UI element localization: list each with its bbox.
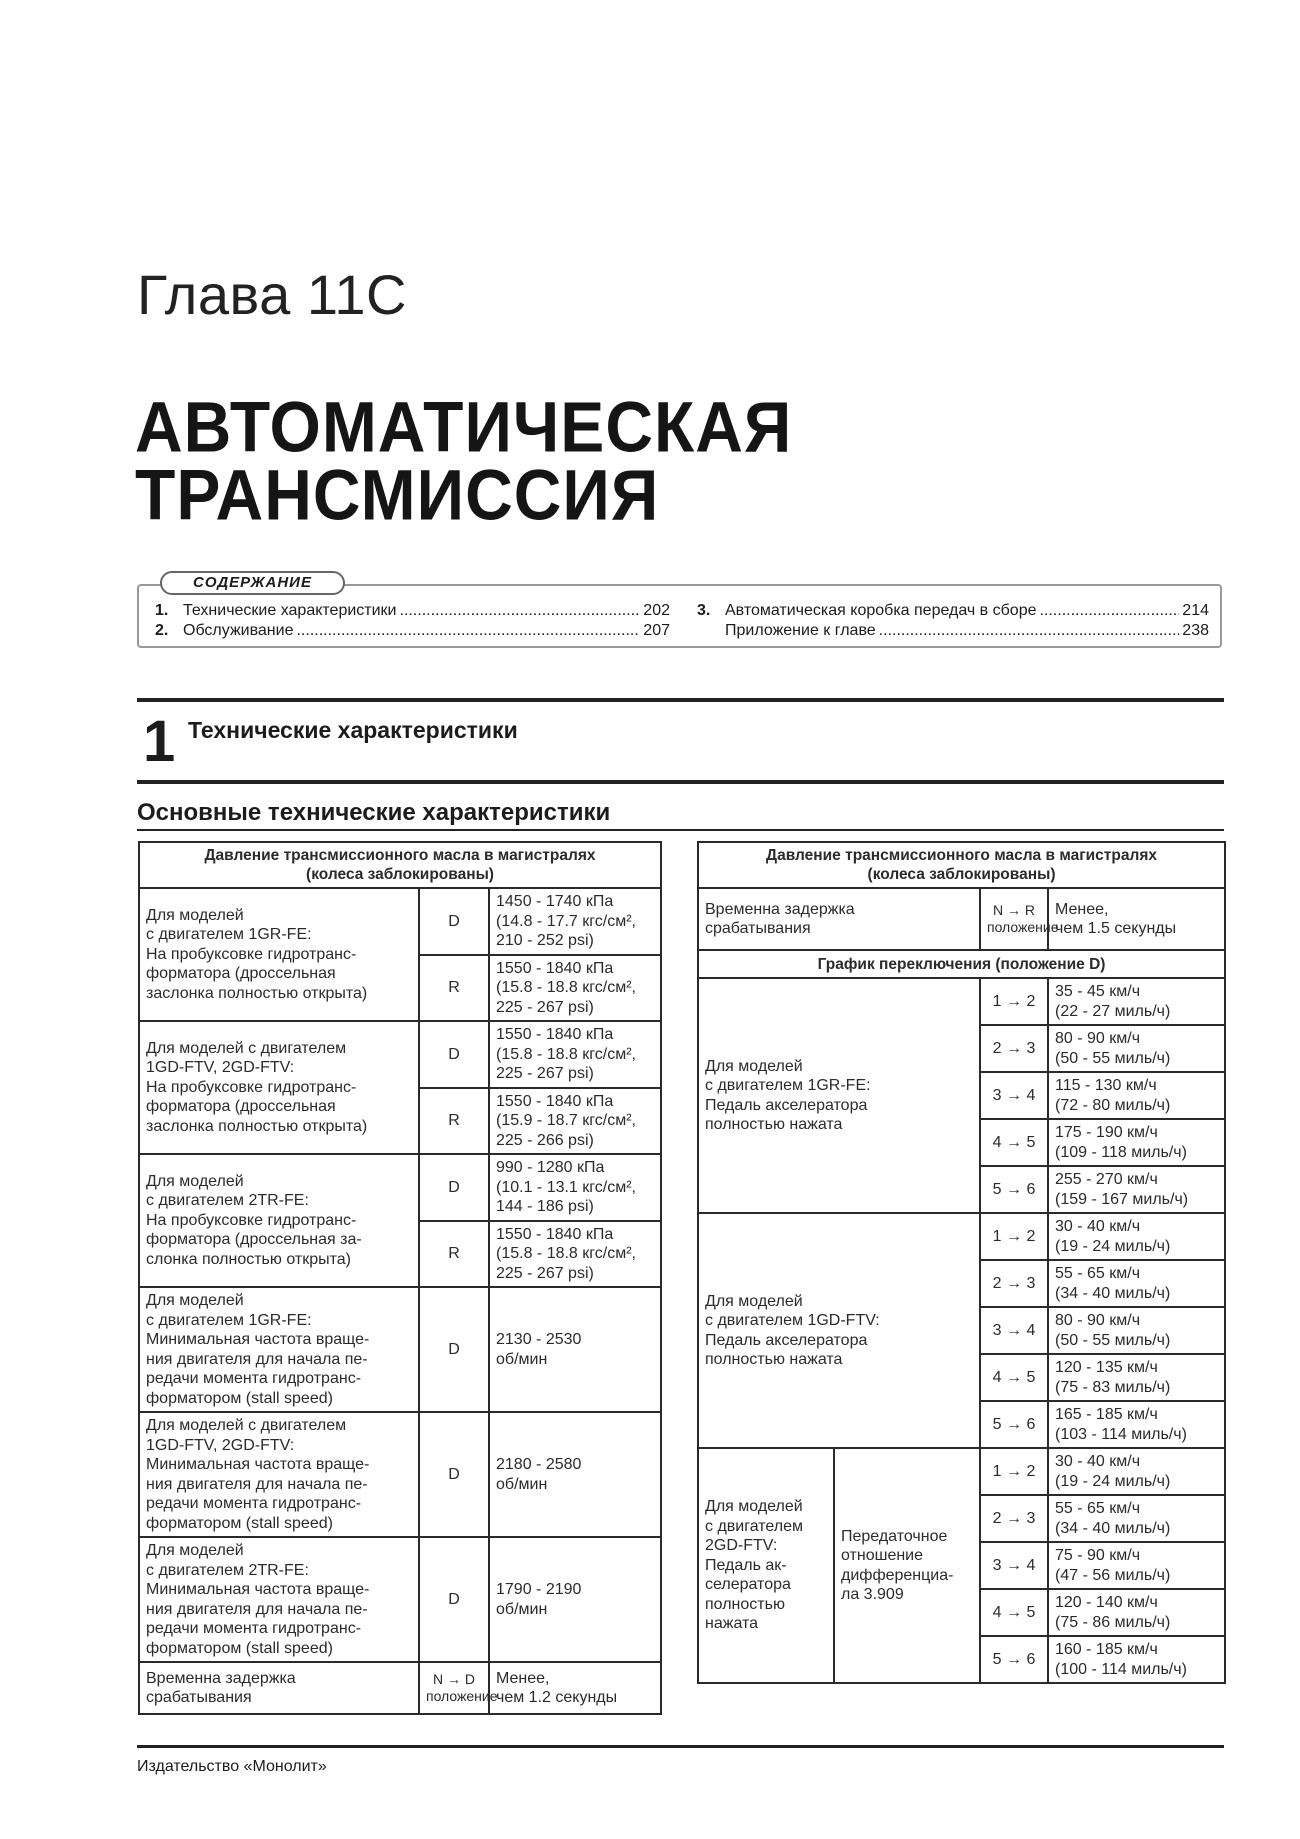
cell-line: Менее, <box>496 1669 550 1687</box>
toc-item-text: Обслуживание <box>183 622 294 639</box>
chapter-label: Глава 11C <box>137 263 407 326</box>
cell-line: (колеса заблокированы) <box>306 866 494 883</box>
cell-line: Педаль акселератора <box>705 1331 868 1349</box>
table-row <box>698 1448 1225 1495</box>
cell-line: Для моделей <box>705 1498 803 1516</box>
cell-line: 225 - 267 psi) <box>496 998 594 1016</box>
table-subheader-row <box>698 950 1225 978</box>
cell-line: 1550 - 1840 кПа <box>496 1026 614 1043</box>
value-cell <box>489 1221 661 1288</box>
cell-line: срабатывания <box>705 920 811 937</box>
position-cell: N → R положение <box>980 888 1048 950</box>
cell-line: форматора (дроссельная за- <box>146 1231 362 1249</box>
toc-item-page: 214 <box>1182 602 1209 619</box>
cell-line: форматора (дроссельная <box>146 965 336 983</box>
cell-line: ла 3.909 <box>841 1586 904 1603</box>
cell-line: ния двигателя для начала пе- <box>146 1350 368 1368</box>
shift-schedule-header: График переключения (положение D) <box>698 950 1225 978</box>
cell-line: Педаль ак- <box>705 1556 787 1574</box>
condition-cell <box>139 1287 419 1412</box>
cell-line: 1550 - 1840 кПа <box>496 1092 614 1110</box>
cell-line: с двигателем 1GD-FTV: <box>705 1312 880 1329</box>
speed-cell <box>1048 1589 1225 1636</box>
toc-item[interactable] <box>697 601 1209 621</box>
table-row <box>698 888 1225 950</box>
cell-line: Для моделей <box>705 1292 803 1310</box>
shift-cell: 1 → 2 <box>980 978 1048 1025</box>
speed-cell <box>1048 1072 1225 1119</box>
shift-cell: 5 → 6 <box>980 1166 1048 1213</box>
toc-leader-dots <box>1039 601 1179 621</box>
cell-line: Менее, <box>1055 900 1109 918</box>
cell-line: (50 - 55 миль/ч) <box>1055 1331 1171 1349</box>
cell-line: дифференциа- <box>841 1566 954 1584</box>
toc-leader-dots <box>296 621 640 641</box>
shift-cell: 3 → 4 <box>980 1307 1048 1354</box>
cell-line: чем 1.5 секунды <box>1055 920 1177 937</box>
position-cell: R <box>419 955 489 1022</box>
cell-line: (15.8 - 18.8 кгс/см², <box>496 1045 636 1063</box>
toc-item-text: Приложение к главе <box>725 622 876 639</box>
cell-line: Минимальная частота враще- <box>146 1456 370 1473</box>
cell-line: с двигателем <box>705 1517 803 1535</box>
cell-line: 35 - 45 км/ч <box>1055 983 1141 1000</box>
cell-line: ния двигателя для начала пе- <box>146 1475 368 1493</box>
value-cell <box>489 1088 661 1155</box>
toc-item[interactable] <box>155 601 670 621</box>
position-cell: D <box>419 1154 489 1221</box>
shift-cell: 1 → 2 <box>980 1213 1048 1260</box>
cell-line: 55 - 65 км/ч <box>1055 1500 1141 1517</box>
cell-line: 1550 - 1840 кПа <box>496 1225 614 1243</box>
position-cell: D <box>419 1287 489 1412</box>
table-row <box>139 1154 661 1221</box>
speed-cell <box>1048 1542 1225 1589</box>
table-row <box>139 1662 661 1714</box>
left-spec-table <box>138 841 662 1715</box>
cell-line: форматором (stall speed) <box>146 1514 333 1532</box>
value-cell <box>489 1287 661 1412</box>
condition-cell <box>139 1021 419 1154</box>
position-cell: D <box>419 888 489 955</box>
position-cell: R <box>419 1088 489 1155</box>
cell-line: (15.8 - 18.8 кгс/см², <box>496 1245 636 1262</box>
shift-cell: 2 → 3 <box>980 1025 1048 1072</box>
cell-line: (34 - 40 миль/ч) <box>1055 1284 1171 1302</box>
cell-line: редачи момента гидротранс- <box>146 1495 362 1512</box>
table-row <box>139 1412 661 1537</box>
shift-cell: 3 → 4 <box>980 1542 1048 1589</box>
cell-line: 2130 - 2530 <box>496 1331 582 1348</box>
cell-line: 225 - 266 psi) <box>496 1131 594 1149</box>
toc-item-number: 2. <box>155 622 169 639</box>
table-header-row <box>139 842 661 888</box>
speed-cell <box>1048 1213 1225 1260</box>
cell-line: (34 - 40 миль/ч) <box>1055 1519 1171 1537</box>
value-cell <box>489 955 661 1022</box>
cell-line: чем 1.2 секунды <box>496 1689 618 1706</box>
cell-line: Минимальная частота враще- <box>146 1581 370 1598</box>
cell-line: (15.9 - 18.7 кгс/см², <box>496 1112 636 1129</box>
cell-line: Давление трансмиссионного масла в магистралях <box>766 847 1157 864</box>
toc-item[interactable] <box>155 621 670 641</box>
right-spec-table <box>697 841 1226 1684</box>
condition-cell <box>139 888 419 1021</box>
cell-line: 80 - 90 км/ч <box>1055 1312 1141 1329</box>
speed-cell <box>1048 1354 1225 1401</box>
cell-line: 225 - 267 psi) <box>496 1264 594 1282</box>
cell-line: 55 - 65 км/ч <box>1055 1265 1141 1282</box>
cell-line: (159 - 167 миль/ч) <box>1055 1190 1189 1208</box>
toc-item-page: 238 <box>1182 622 1209 639</box>
shift-cell: 4 → 5 <box>980 1589 1048 1636</box>
cell-line: заслонка полностью открыта) <box>146 984 368 1002</box>
shift-cell: 1 → 2 <box>980 1448 1048 1495</box>
table-header-row <box>698 842 1225 888</box>
table-row <box>139 1021 661 1088</box>
cell-line: (22 - 27 миль/ч) <box>1055 1002 1171 1020</box>
cell-line: форматором (stall speed) <box>146 1389 333 1407</box>
table-row <box>139 888 661 955</box>
table-row <box>139 1287 661 1412</box>
cell-line: Для моделей <box>146 1172 244 1190</box>
condition-cell <box>698 978 980 1213</box>
cell-line: (19 - 24 миль/ч) <box>1055 1237 1171 1255</box>
shift-cell: 3 → 4 <box>980 1072 1048 1119</box>
cell-line: 120 - 135 км/ч <box>1055 1359 1158 1376</box>
speed-cell <box>1048 1119 1225 1166</box>
cell-line: форматором (stall speed) <box>146 1639 333 1657</box>
cell-line: 210 - 252 psi) <box>496 932 594 949</box>
subsection-title: Основные технические характеристики <box>137 799 611 826</box>
chapter-title-line: ТРАНСМИССИЯ <box>135 454 660 535</box>
cell-line: с двигателем 1GR-FE: <box>146 1311 312 1329</box>
chapter-title <box>135 386 793 535</box>
value-cell <box>489 1662 661 1714</box>
cell-line: 1GD-FTV, 2GD-FTV: <box>146 1059 295 1077</box>
speed-cell <box>1048 1495 1225 1542</box>
speed-cell <box>1048 1025 1225 1072</box>
cell-line: 165 - 185 км/ч <box>1055 1406 1158 1423</box>
cell-line: Давление трансмиссионного масла в магистралях <box>204 847 596 864</box>
cell-line: полностью <box>705 1595 785 1613</box>
condition-cell <box>139 1154 419 1287</box>
speed-cell <box>1048 1307 1225 1354</box>
cell-line: Минимальная частота враще- <box>146 1331 370 1348</box>
cell-line: Для моделей с двигателем <box>146 1039 347 1057</box>
cell-line: Для моделей с двигателем <box>146 1417 347 1434</box>
position-cell: D <box>419 1412 489 1537</box>
cell-line: Временна задержка <box>146 1669 296 1687</box>
cell-line: На пробуксовке гидротранс- <box>146 945 357 963</box>
cell-line: полностью нажата <box>705 1351 843 1368</box>
cell-line: На пробуксовке гидротранс- <box>146 1211 357 1229</box>
chapter-title-line: АВТОМАТИЧЕСКАЯ <box>135 386 793 467</box>
cell-line: редачи момента гидротранс- <box>146 1620 362 1637</box>
shift-cell: 2 → 3 <box>980 1260 1048 1307</box>
cell-line: с двигателем 1GR-FE: <box>705 1077 871 1094</box>
value-cell <box>489 1537 661 1662</box>
cell-line: 144 - 186 psi) <box>496 1198 594 1215</box>
toc-item-page: 207 <box>643 622 670 639</box>
value-cell <box>489 1021 661 1088</box>
cell-line: Временна задержка <box>705 900 855 918</box>
toc-label: СОДЕРЖАНИЕ <box>160 571 345 595</box>
toc-item-number: 1. <box>155 602 169 619</box>
cell-line: (47 - 56 миль/ч) <box>1055 1566 1171 1584</box>
footer-rule <box>137 1745 1224 1748</box>
cell-line: На пробуксовке гидротранс- <box>146 1078 357 1096</box>
cell-line: 2180 - 2580 <box>496 1456 582 1473</box>
cell-line: (72 - 80 миль/ч) <box>1055 1096 1171 1114</box>
condition-cell <box>139 1537 419 1662</box>
cell-line: 2GD-FTV: <box>705 1537 778 1555</box>
speed-cell <box>1048 1260 1225 1307</box>
cell-line: ния двигателя для начала пе- <box>146 1600 368 1618</box>
cell-line: 1550 - 1840 кПа <box>496 959 614 977</box>
shift-cell: 5 → 6 <box>980 1401 1048 1448</box>
position-cell: N → D положение <box>419 1662 489 1714</box>
table-row <box>139 1537 661 1662</box>
cell-line: 30 - 40 км/ч <box>1055 1218 1141 1235</box>
shift-cell: 4 → 5 <box>980 1354 1048 1401</box>
toc-item-text: Автоматическая коробка передач в сборе <box>725 602 1037 619</box>
cell-line: срабатывания <box>146 1689 252 1706</box>
publisher-footer: Издательство «Монолит» <box>137 1758 327 1775</box>
speed-cell <box>1048 1448 1225 1495</box>
cell-line: (109 - 118 миль/ч) <box>1055 1143 1187 1161</box>
cell-line: 225 - 267 psi) <box>496 1065 594 1082</box>
subsection-rule <box>137 829 1224 831</box>
cell-line: об/мин <box>496 1600 548 1618</box>
cell-line: Передаточное <box>841 1527 948 1545</box>
condition-cell <box>698 888 980 950</box>
cell-line: редачи момента гидротранс- <box>146 1370 362 1387</box>
table-row <box>698 978 1225 1025</box>
cell-line: Для моделей <box>146 1292 244 1309</box>
cell-line: об/мин <box>496 1350 548 1368</box>
table-row <box>698 1213 1225 1260</box>
toc-item-number: 3. <box>697 602 711 619</box>
cell-line: (103 - 114 миль/ч) <box>1055 1425 1187 1443</box>
speed-cell <box>1048 1636 1225 1683</box>
speed-cell <box>1048 978 1225 1025</box>
position-cell: D <box>419 1021 489 1088</box>
value-cell <box>489 888 661 955</box>
cell-line: полностью нажата <box>705 1116 843 1133</box>
cell-line: об/мин <box>496 1475 548 1493</box>
cell-line: (14.8 - 17.7 кгс/см², <box>496 912 636 930</box>
speed-cell <box>1048 1401 1225 1448</box>
section-number: 1 <box>143 709 176 774</box>
cell-line: 115 - 130 км/ч <box>1055 1077 1157 1094</box>
cell-line: 175 - 190 км/ч <box>1055 1124 1158 1141</box>
cell-line: Для моделей <box>146 906 244 924</box>
cell-line: 30 - 40 км/ч <box>1055 1453 1141 1470</box>
cell-line: 160 - 185 км/ч <box>1055 1641 1158 1658</box>
cell-line: (19 - 24 миль/ч) <box>1055 1472 1171 1490</box>
cell-line: (75 - 86 миль/ч) <box>1055 1613 1171 1631</box>
toc-leader-dots <box>879 621 1180 641</box>
cell-line: (75 - 83 миль/ч) <box>1055 1378 1171 1396</box>
toc-item-page: 202 <box>643 602 670 619</box>
toc-item-text: Технические характеристики <box>183 602 397 619</box>
value-cell <box>489 1154 661 1221</box>
cell-line: 255 - 270 км/ч <box>1055 1171 1158 1188</box>
shift-cell: 4 → 5 <box>980 1119 1048 1166</box>
cell-line: (колеса заблокированы) <box>867 866 1056 883</box>
table-header <box>698 842 1225 888</box>
cell-line: слонка полностью открыта) <box>146 1250 351 1268</box>
table-header <box>139 842 661 888</box>
condition-cell <box>698 1448 834 1683</box>
cell-line: 120 - 140 км/ч <box>1055 1594 1158 1611</box>
shift-cell: 5 → 6 <box>980 1636 1048 1683</box>
toc-leader-dots <box>400 601 641 621</box>
section-top-rule <box>137 698 1224 702</box>
toc-item-number <box>697 621 725 641</box>
cell-line: 1450 - 1740 кПа <box>496 893 614 910</box>
cell-line: с двигателем 2TR-FE: <box>146 1192 309 1210</box>
cell-line: отношение <box>841 1547 924 1564</box>
cell-line: с двигателем 1GR-FE: <box>146 926 312 944</box>
cell-line: Педаль акселератора <box>705 1096 868 1114</box>
condition-cell <box>139 1662 419 1714</box>
toc-item[interactable] <box>697 621 1209 641</box>
position-cell: D <box>419 1537 489 1662</box>
cell-line: селератора <box>705 1576 791 1594</box>
value-cell <box>489 1412 661 1537</box>
cell-line: 1790 - 2190 <box>496 1581 582 1598</box>
cell-line: с двигателем 2TR-FE: <box>146 1561 309 1579</box>
cell-line: 1GD-FTV, 2GD-FTV: <box>146 1436 295 1454</box>
cell-line: Для моделей <box>705 1057 803 1075</box>
cell-line: 990 - 1280 кПа <box>496 1159 605 1176</box>
cell-line: (100 - 114 миль/ч) <box>1055 1660 1187 1678</box>
condition-cell <box>698 1213 980 1448</box>
condition-cell <box>139 1412 419 1537</box>
cell-line: нажата <box>705 1615 759 1633</box>
cell-line: Для моделей <box>146 1542 244 1559</box>
speed-cell <box>1048 1166 1225 1213</box>
value-cell <box>1048 888 1225 950</box>
cell-line: (50 - 55 миль/ч) <box>1055 1049 1171 1067</box>
ratio-cell <box>834 1448 980 1683</box>
section-title: Технические характеристики <box>188 717 518 743</box>
cell-line: 80 - 90 км/ч <box>1055 1030 1141 1047</box>
section-bottom-rule <box>137 780 1224 784</box>
cell-line: форматора (дроссельная <box>146 1098 336 1116</box>
cell-line: (10.1 - 13.1 кгс/см², <box>496 1178 636 1196</box>
cell-line: заслонка полностью открыта) <box>146 1117 368 1135</box>
position-cell: R <box>419 1221 489 1288</box>
cell-line: 75 - 90 км/ч <box>1055 1547 1141 1564</box>
shift-cell: 2 → 3 <box>980 1495 1048 1542</box>
cell-line: (15.8 - 18.8 кгс/см², <box>496 979 636 996</box>
